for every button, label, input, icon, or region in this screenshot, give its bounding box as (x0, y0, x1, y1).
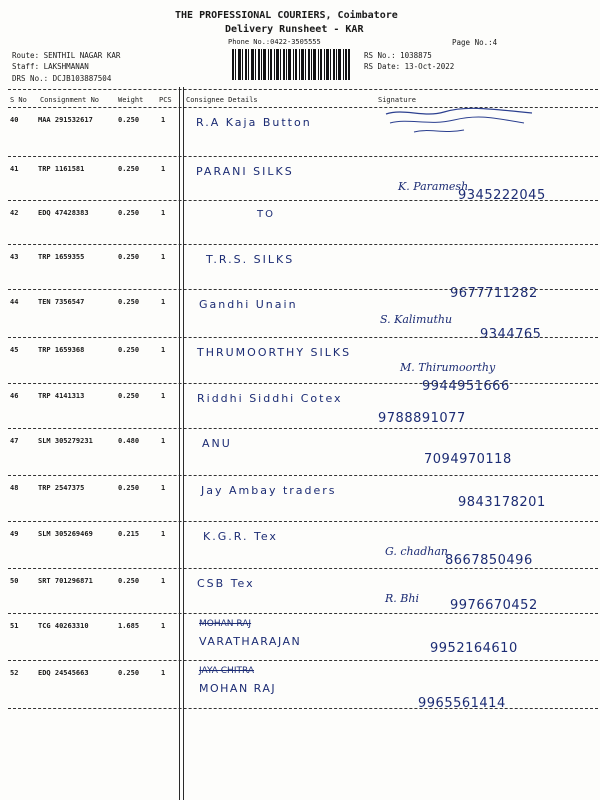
row-signature: G. chadhan (385, 545, 448, 558)
company-stamp (384, 106, 534, 136)
row-separator (8, 613, 598, 614)
row-sno: 48 (10, 484, 19, 492)
row-consignment-no: EDQ 24545663 (38, 669, 89, 677)
row-pcs: 1 (161, 484, 166, 492)
row-separator (8, 521, 598, 522)
row-weight: 0.250 (118, 669, 140, 677)
col-consignment: Consignment No (40, 96, 100, 104)
row-signature: K. Paramesh (398, 180, 469, 193)
row-consignee: T.R.S. SILKS (206, 253, 295, 266)
row-phone: 9677711282 (450, 286, 538, 301)
col-sno: S No (10, 96, 27, 104)
row-separator (8, 337, 598, 338)
row-consignee: VARATHARAJAN (199, 635, 302, 648)
row-consignee: MOHAN RAJ (199, 682, 277, 695)
row-consignment-no: TCG 40263310 (38, 622, 89, 630)
row-sno: 46 (10, 392, 19, 400)
row-separator (8, 383, 598, 384)
row-weight: 0.250 (118, 346, 140, 354)
row-consignment-no: TRP 1659355 (38, 253, 85, 261)
row-consignee: Jay Ambay traders (201, 484, 337, 497)
row-weight: 0.250 (118, 209, 140, 217)
row-consignment-no: SLM 305269469 (38, 530, 93, 538)
row-phone: 7094970118 (424, 452, 512, 467)
row-weight: 1.685 (118, 622, 140, 630)
row-phone: 9952164610 (430, 641, 518, 656)
row-separator (8, 428, 598, 429)
row-signature: S. Kalimuthu (380, 313, 453, 326)
row-phone: 9843178201 (458, 495, 546, 510)
row-pcs: 1 (161, 669, 166, 677)
row-pcs: 1 (161, 577, 166, 585)
row-weight: 0.480 (118, 437, 140, 445)
row-consignment-no: TEN 7356547 (38, 298, 85, 306)
row-separator (8, 244, 598, 245)
page-number: Page No.:4 (452, 38, 498, 47)
row-signature: M. Thirumoorthy (400, 361, 496, 374)
row-consignment-no: TRP 2547375 (38, 484, 85, 492)
row-sno: 41 (10, 165, 19, 173)
row-consignee: TO (257, 209, 275, 220)
row-sno: 51 (10, 622, 19, 630)
row-weight: 0.250 (118, 577, 140, 585)
row-pcs: 1 (161, 253, 166, 261)
row-consignment-no: MAA 291532617 (38, 116, 93, 124)
route-label: Route: SENTHIL NAGAR KAR (12, 51, 121, 60)
runsheet-title: Delivery Runsheet - KAR (225, 24, 364, 35)
row-consignee: ANU (202, 437, 232, 450)
row-phone: 9788891077 (378, 411, 466, 426)
row-sno: 44 (10, 298, 19, 306)
column-divider (179, 87, 180, 800)
row-pcs: 1 (161, 437, 166, 445)
row-consignee-struck: JAYA CHITRA (199, 666, 255, 676)
staff-label: Staff: LAKSHMANAN (12, 62, 89, 71)
phone-number: Phone No.:0422-3505555 (228, 38, 321, 46)
rs-date: RS Date: 13-Oct-2022 (364, 62, 455, 71)
row-separator (8, 475, 598, 476)
row-sno: 52 (10, 669, 19, 677)
row-signature: R. Bhi (385, 592, 419, 605)
row-consignee: CSB Tex (197, 577, 255, 590)
row-separator (8, 660, 598, 661)
row-weight: 0.250 (118, 392, 140, 400)
row-consignment-no: TRP 1659368 (38, 346, 85, 354)
column-divider (183, 87, 184, 800)
barcode-icon (232, 49, 350, 80)
company-title: THE PROFESSIONAL COURIERS, Coimbatore (175, 10, 398, 21)
rs-number: RS No.: 1038875 (364, 51, 432, 60)
row-phone: 8667850496 (445, 553, 533, 568)
row-pcs: 1 (161, 298, 166, 306)
row-consignment-no: SLM 305279231 (38, 437, 93, 445)
row-weight: 0.250 (118, 298, 140, 306)
row-pcs: 1 (161, 116, 166, 124)
row-consignee: Riddhi Siddhi Cotex (197, 392, 343, 405)
row-consignment-no: EDQ 47428383 (38, 209, 89, 217)
row-weight: 0.215 (118, 530, 140, 538)
row-separator (8, 568, 598, 569)
row-weight: 0.250 (118, 484, 140, 492)
row-sno: 42 (10, 209, 19, 217)
header-rule-top (8, 89, 598, 90)
row-pcs: 1 (161, 530, 166, 538)
row-sno: 40 (10, 116, 19, 124)
row-pcs: 1 (161, 209, 166, 217)
row-consignee: THRUMOORTHY SILKS (197, 346, 352, 359)
row-weight: 0.250 (118, 253, 140, 261)
row-separator (8, 708, 598, 709)
row-consignee: R.A Kaja Button (196, 116, 312, 129)
row-consignee-struck: MOHAN RAJ (199, 619, 252, 629)
row-consignment-no: TRP 4141313 (38, 392, 85, 400)
row-consignment-no: SRT 701296871 (38, 577, 93, 585)
row-pcs: 1 (161, 622, 166, 630)
drs-number: DRS No.: DCJB103887504 (12, 74, 112, 83)
row-phone: 9944951666 (422, 379, 510, 394)
col-pcs: PCS (159, 96, 172, 104)
row-consignee: Gandhi Unain (199, 298, 298, 311)
row-weight: 0.250 (118, 116, 140, 124)
col-weight: Weight (118, 96, 144, 104)
row-consignee: PARANI SILKS (196, 165, 294, 178)
row-phone: 9345222045 (458, 188, 546, 203)
row-sno: 50 (10, 577, 19, 585)
col-consignee: Consignee Details (186, 96, 258, 104)
row-pcs: 1 (161, 346, 166, 354)
row-phone: 9976670452 (450, 598, 538, 613)
row-sno: 45 (10, 346, 19, 354)
row-pcs: 1 (161, 165, 166, 173)
row-sno: 47 (10, 437, 19, 445)
row-phone: 9344765 (480, 327, 542, 342)
row-phone: 9965561414 (418, 696, 506, 711)
row-separator (8, 289, 598, 290)
row-weight: 0.250 (118, 165, 140, 173)
row-consignment-no: TRP 1161581 (38, 165, 85, 173)
col-signature: Signature (378, 96, 416, 104)
row-pcs: 1 (161, 392, 166, 400)
row-sno: 49 (10, 530, 19, 538)
row-sno: 43 (10, 253, 19, 261)
row-separator (8, 156, 598, 157)
row-consignee: K.G.R. Tex (203, 530, 278, 543)
row-separator (8, 200, 598, 201)
